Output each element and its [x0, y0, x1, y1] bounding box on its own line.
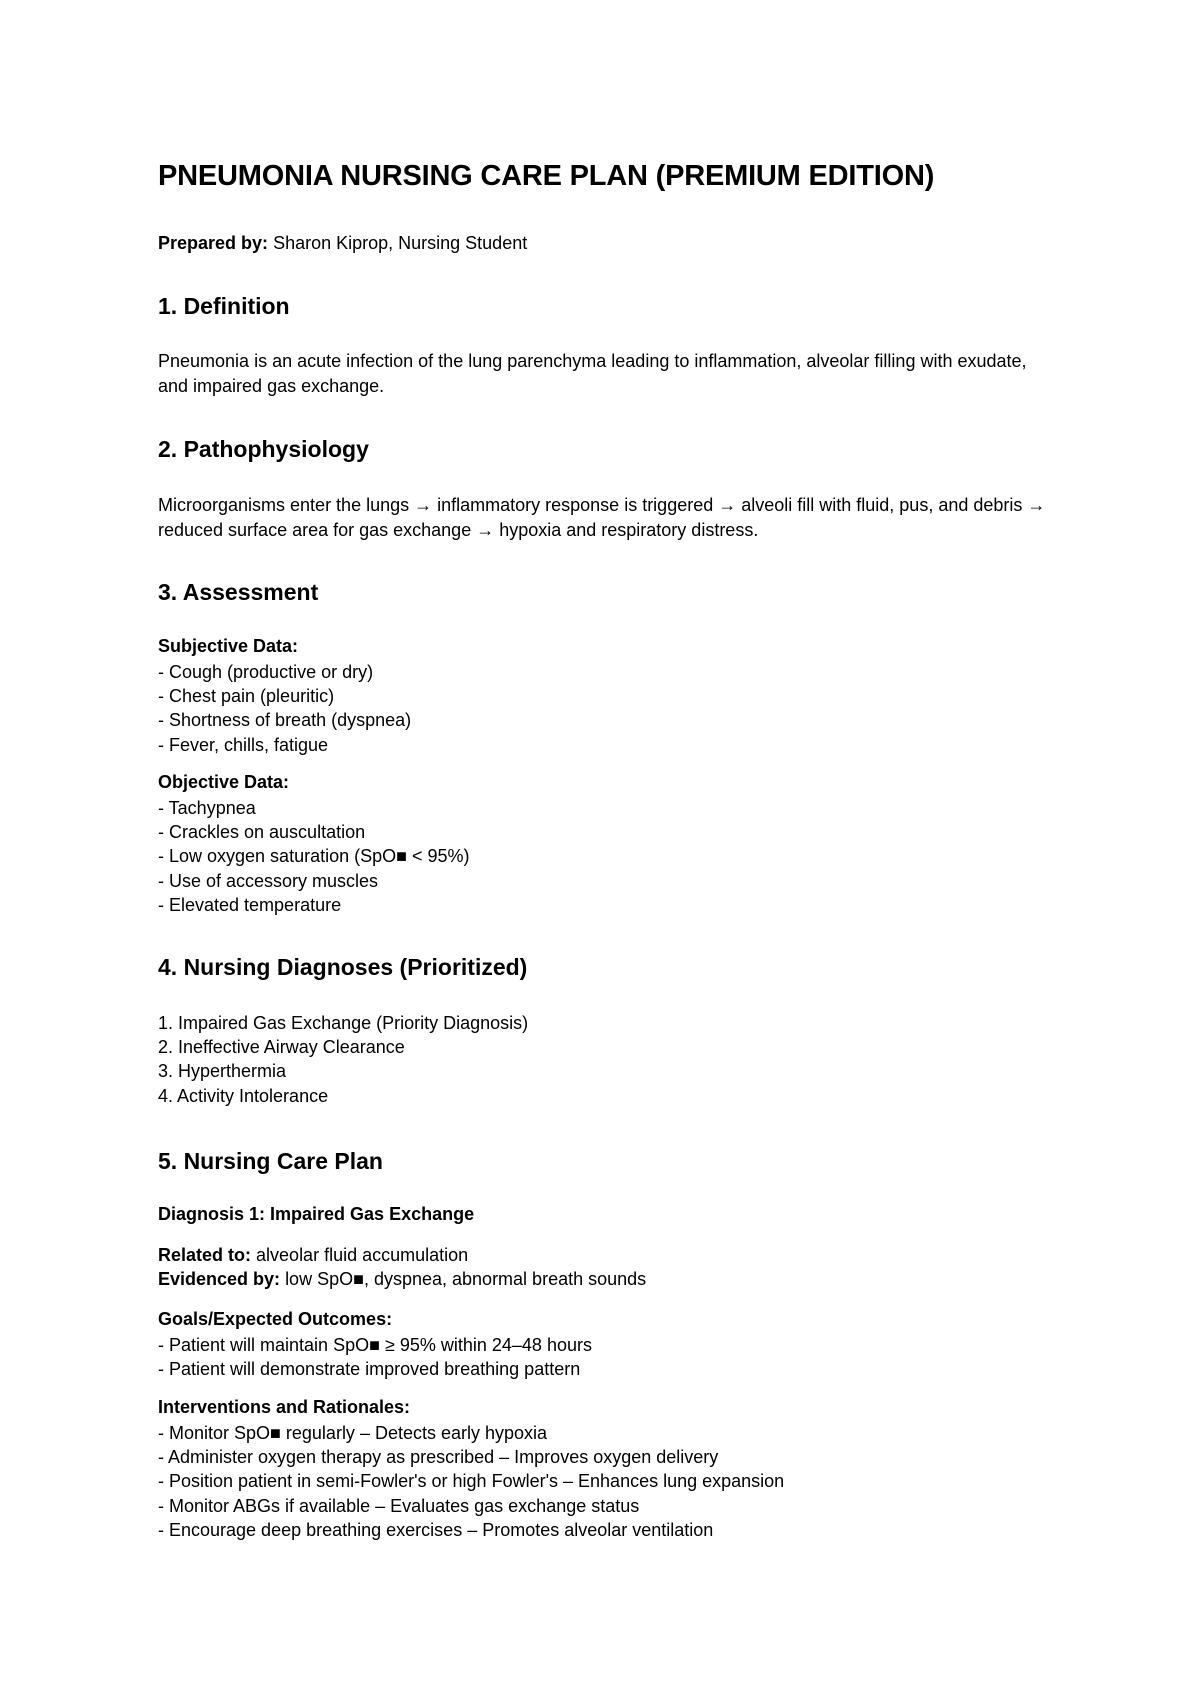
document-title: PNEUMONIA NURSING CARE PLAN (PREMIUM EDITION): [158, 160, 935, 192]
list-item: - Low oxygen saturation (SpO■ < 95%): [158, 846, 470, 867]
subjective-data-label: Subjective Data:: [158, 636, 299, 656]
assessment-heading: 3. Assessment: [158, 579, 319, 605]
list-item: - Position patient in semi-Fowler's or high Fowler's – Enhances lung expansion: [158, 1471, 785, 1492]
evidenced-by-value: low SpO■, dyspnea, abnormal breath sounds: [285, 1269, 647, 1289]
list-item: - Chest pain (pleuritic): [158, 686, 335, 707]
prepared-by-label: Prepared by:: [158, 233, 269, 253]
interventions-list: [158, 1421, 784, 1542]
pathophysiology-heading: 2. Pathophysiology: [158, 436, 369, 462]
list-item: - Encourage deep breathing exercises – Promotes alveolar ventilation: [158, 1519, 714, 1540]
prepared-by-value: Sharon Kiprop, Nursing Student: [273, 233, 528, 253]
list-item: - Cough (productive or dry): [158, 662, 374, 682]
list-item: - Shortness of breath (dyspnea): [158, 710, 412, 731]
definition-heading: 1. Definition: [158, 293, 290, 319]
objective-data-label: Objective Data:: [158, 772, 290, 792]
subjective-data-list: [158, 660, 411, 757]
list-item: 2. Ineffective Airway Clearance: [158, 1037, 405, 1058]
list-item: 3. Hyperthermia: [158, 1061, 287, 1082]
list-item: - Tachypnea: [158, 798, 256, 818]
related-to-label: Related to:: [158, 1245, 252, 1265]
list-item: 1. Impaired Gas Exchange (Priority Diagnosis): [158, 1013, 529, 1033]
goals-list: [158, 1333, 592, 1381]
related-to-value: alveolar fluid accumulation: [256, 1245, 469, 1265]
goals-label: Goals/Expected Outcomes:: [158, 1309, 393, 1329]
list-item: - Patient will demonstrate improved breathing pattern: [158, 1359, 581, 1380]
prepared-by: [158, 233, 527, 254]
list-item: - Administer oxygen therapy as prescribed – Improves oxygen delivery: [158, 1447, 719, 1468]
list-item: 4. Activity Intolerance: [158, 1085, 329, 1106]
objective-data-list: [158, 796, 470, 917]
list-item: - Crackles on auscultation: [158, 822, 366, 843]
diagnoses-heading: 4. Nursing Diagnoses (Prioritized): [158, 954, 528, 980]
list-item: - Monitor ABGs if available – Evaluates gas exchange status: [158, 1495, 640, 1516]
related-to-line: [158, 1245, 468, 1266]
care-plan-heading: 5. Nursing Care Plan: [158, 1148, 383, 1174]
list-item: - Monitor SpO■ regularly – Detects early hypoxia: [158, 1423, 548, 1443]
diagnosis-1-title: Diagnosis 1: Impaired Gas Exchange: [158, 1204, 475, 1224]
evidenced-by-line: [158, 1269, 646, 1290]
list-item: - Fever, chills, fatigue: [158, 734, 329, 755]
interventions-label: Interventions and Rationales:: [158, 1397, 411, 1417]
list-item: - Elevated temperature: [158, 894, 342, 915]
list-item: - Use of accessory muscles: [158, 870, 379, 891]
pathophysiology-text: Microorganisms enter the lungs → inflammatory response is triggered → alveoli fill with fluid, pus, and debris → reduced surface area for gas exchange → hypoxia and respiratory distress.: [158, 495, 1046, 540]
evidenced-by-label: Evidenced by:: [158, 1269, 281, 1289]
diagnoses-list: [158, 1011, 528, 1108]
list-item: - Patient will maintain SpO■ ≥ 95% within 24–48 hours: [158, 1335, 592, 1355]
definition-text: Pneumonia is an acute infection of the lung parenchyma leading to inflammation, alveolar filling with exudate, and impaired gas exchange.: [158, 351, 1027, 396]
